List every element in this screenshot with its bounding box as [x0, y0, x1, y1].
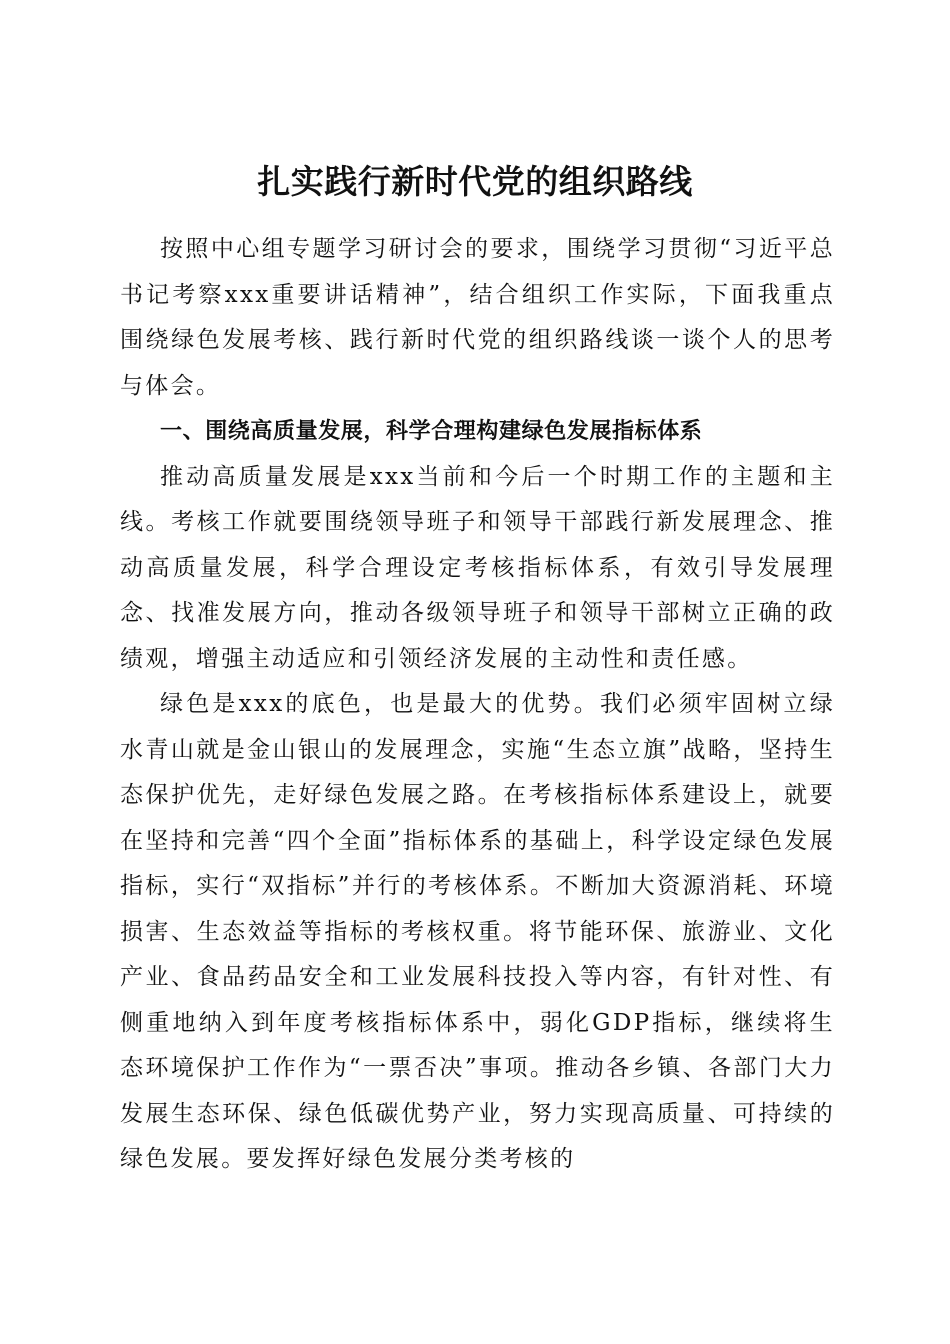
document-title: 扎实践行新时代党的组织路线 — [257, 162, 693, 202]
section-1-paragraph-1: 推动高质量发展是xxx当前和今后一个时期工作的主题和主线。考核工作就要围绕领导班子和领导干部践行新发展理念、推动高质量发展，科学合理设定考核指标体系，有效引导发展理念、找准发展方向，推动各级领导班子和领导干部树立正确的政绩观，增强主动适应和引领经济发展的主动性和责任感。 — [120, 463, 835, 672]
document-body — [120, 227, 835, 1183]
section-1-heading: 一、围绕高质量发展，科学合理构建绿色发展指标体系 — [160, 419, 703, 444]
intro-paragraph: 按照中心组专题学习研讨会的要求，围绕学习贯彻“习近平总书记考察xxx重要讲话精神”，结合组织工作实际，下面我重点围绕绿色发展考核、践行新时代党的组织路线谈一谈个人的思考与体会。 — [120, 236, 835, 399]
section-1-paragraph-2: 绿色是xxx的底色，也是最大的优势。我们必须牢固树立绿水青山就是金山银山的发展理念，实施“生态立旗”战略，坚持生态保护优先，走好绿色发展之路。在考核指标体系建设上，就要在坚持和完善“四个全面”指标体系的基础上，科学设定绿色发展指标，实行“双指标”并行的考核体系。不断加大资源消耗、环境损害、生态效益等指标的考核权重。将节能环保、旅游业、文化产业、食品药品安全和工业发展科技投入等内容，有针对性、有侧重地纳入到年度考核指标体系中，弱化GDP指标，继续将生态环境保护工作作为“一票否决”事项。推动各乡镇、各部门大力发展生态环保、绿色低碳优势产业，努力实现高质量、可持续的绿色发展。要发挥好绿色发展分类考核的 — [120, 691, 835, 1172]
